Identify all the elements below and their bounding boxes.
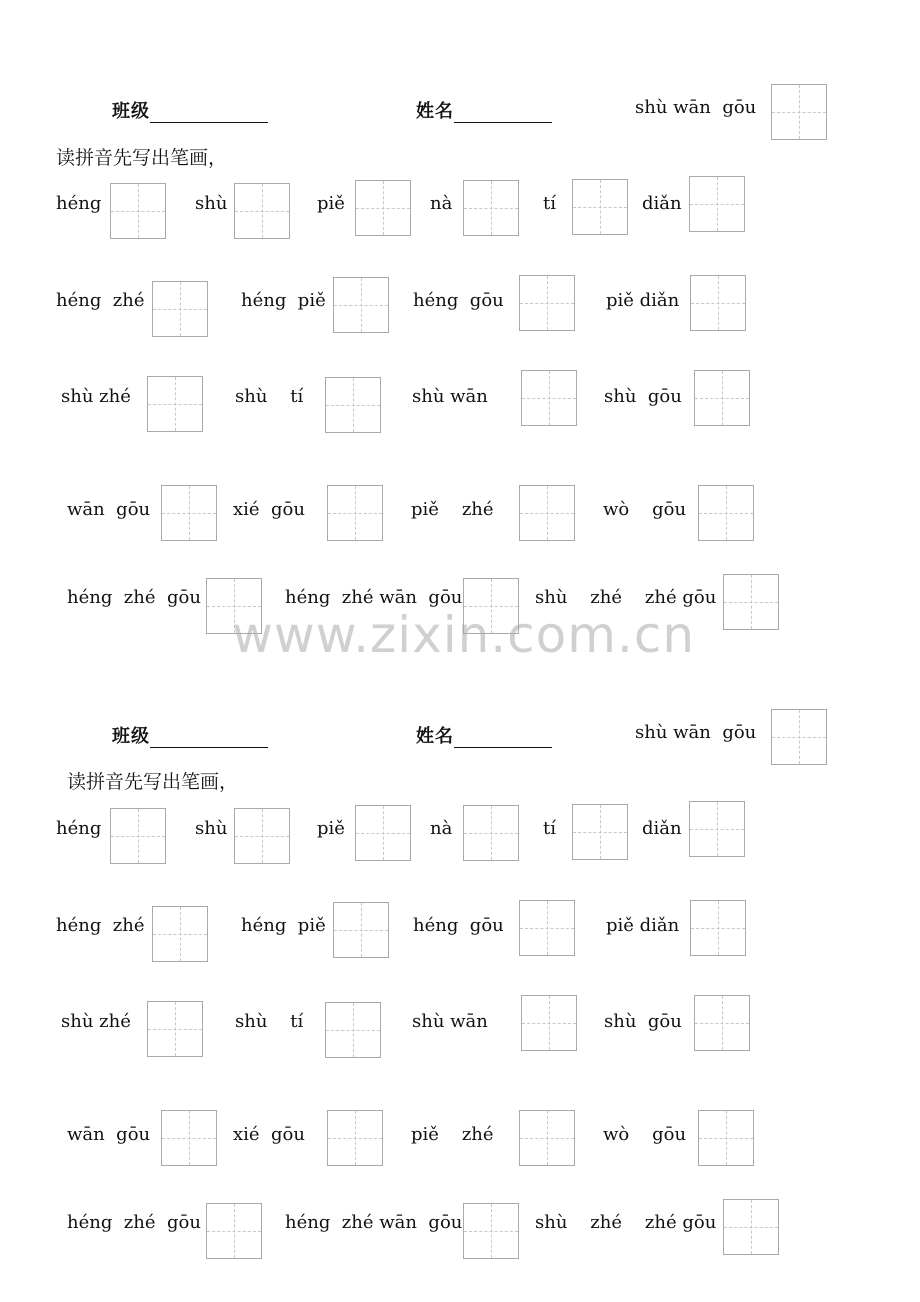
class-field xyxy=(112,97,268,123)
writing-grid-box[interactable] xyxy=(572,179,628,235)
stroke-pinyin-label: wān gōu xyxy=(67,1124,151,1145)
stroke-pinyin-label: héng gōu xyxy=(413,915,504,936)
stroke-pinyin-label: héng piě xyxy=(241,915,326,936)
writing-grid-box[interactable] xyxy=(771,84,827,140)
class-blank-line[interactable] xyxy=(150,729,268,748)
stroke-pinyin-label: héng zhé gōu xyxy=(67,587,201,608)
stroke-pinyin-label: piě xyxy=(317,193,345,214)
writing-grid-box[interactable] xyxy=(694,370,750,426)
writing-grid-box[interactable] xyxy=(110,183,166,239)
writing-grid-box[interactable] xyxy=(325,377,381,433)
writing-grid-box[interactable] xyxy=(161,485,217,541)
stroke-pinyin-label: shù zhé xyxy=(61,1011,131,1032)
name-blank-line[interactable] xyxy=(454,729,552,748)
name-field xyxy=(416,722,552,748)
writing-grid-box[interactable] xyxy=(572,804,628,860)
stroke-pinyin-label: héng zhé gōu xyxy=(67,1212,201,1233)
writing-grid-box[interactable] xyxy=(355,180,411,236)
stroke-pinyin-label: wān gōu xyxy=(67,499,151,520)
writing-grid-box[interactable] xyxy=(161,1110,217,1166)
stroke-pinyin-label: shù wān xyxy=(412,1011,488,1032)
header-stroke-pinyin: shù wān gōu xyxy=(635,97,757,118)
stroke-pinyin-label: xié gōu xyxy=(233,499,305,520)
stroke-pinyin-label: piě xyxy=(317,818,345,839)
header-stroke-pinyin: shù wān gōu xyxy=(635,722,757,743)
writing-grid-box[interactable] xyxy=(521,995,577,1051)
writing-grid-box[interactable] xyxy=(355,805,411,861)
stroke-pinyin-label: piě diǎn xyxy=(606,915,680,936)
writing-grid-box[interactable] xyxy=(333,902,389,958)
stroke-pinyin-label: héng zhé xyxy=(56,915,145,936)
stroke-pinyin-label: héng gōu xyxy=(413,290,504,311)
stroke-pinyin-label: nà xyxy=(430,193,453,214)
stroke-pinyin-label: héng zhé wān gōu xyxy=(285,587,463,608)
writing-grid-box[interactable] xyxy=(234,808,290,864)
watermark: www.zixin.com.cn xyxy=(232,606,696,664)
stroke-pinyin-label: wò gōu xyxy=(603,499,687,520)
stroke-pinyin-label: tí xyxy=(543,193,556,214)
writing-grid-box[interactable] xyxy=(333,277,389,333)
stroke-pinyin-label: shù gōu xyxy=(604,386,682,407)
stroke-pinyin-label: héng xyxy=(56,818,102,839)
class-label: 班级 xyxy=(112,726,150,747)
writing-grid-box[interactable] xyxy=(519,485,575,541)
class-field xyxy=(112,722,268,748)
writing-grid-box[interactable] xyxy=(694,995,750,1051)
name-label: 姓名 xyxy=(416,101,454,122)
instruction-text: 读拼音先写出笔画， xyxy=(56,147,228,169)
stroke-pinyin-label: shù gōu xyxy=(604,1011,682,1032)
stroke-pinyin-label: xié gōu xyxy=(233,1124,305,1145)
stroke-pinyin-label: héng zhé wān gōu xyxy=(285,1212,463,1233)
stroke-pinyin-label: nà xyxy=(430,818,453,839)
writing-grid-box[interactable] xyxy=(689,176,745,232)
name-field xyxy=(416,97,552,123)
writing-grid-box[interactable] xyxy=(771,709,827,765)
writing-grid-box[interactable] xyxy=(519,900,575,956)
writing-grid-box[interactable] xyxy=(327,485,383,541)
stroke-pinyin-label: héng xyxy=(56,193,102,214)
writing-grid-box[interactable] xyxy=(463,1203,519,1259)
stroke-pinyin-label: héng piě xyxy=(241,290,326,311)
name-blank-line[interactable] xyxy=(454,104,552,123)
writing-grid-box[interactable] xyxy=(519,275,575,331)
stroke-pinyin-label: piě diǎn xyxy=(606,290,680,311)
writing-grid-box[interactable] xyxy=(723,1199,779,1255)
stroke-pinyin-label: diǎn xyxy=(642,818,682,839)
writing-grid-box[interactable] xyxy=(690,900,746,956)
stroke-pinyin-label: wò gōu xyxy=(603,1124,687,1145)
writing-grid-box[interactable] xyxy=(690,275,746,331)
writing-grid-box[interactable] xyxy=(325,1002,381,1058)
writing-grid-box[interactable] xyxy=(327,1110,383,1166)
stroke-pinyin-label: shù tí xyxy=(235,386,304,407)
writing-grid-box[interactable] xyxy=(463,805,519,861)
stroke-pinyin-label: tí xyxy=(543,818,556,839)
writing-grid-box[interactable] xyxy=(698,1110,754,1166)
class-blank-line[interactable] xyxy=(150,104,268,123)
writing-grid-box[interactable] xyxy=(234,183,290,239)
stroke-pinyin-label: shù xyxy=(195,193,228,214)
stroke-pinyin-label: shù zhé zhé gōu xyxy=(535,1212,717,1233)
name-label: 姓名 xyxy=(416,726,454,747)
stroke-pinyin-label: shù tí xyxy=(235,1011,304,1032)
class-label: 班级 xyxy=(112,101,150,122)
stroke-pinyin-label: shù xyxy=(195,818,228,839)
stroke-pinyin-label: diǎn xyxy=(642,193,682,214)
stroke-pinyin-label: héng zhé xyxy=(56,290,145,311)
writing-grid-box[interactable] xyxy=(463,180,519,236)
instruction-text: 读拼音先写出笔画， xyxy=(67,771,239,793)
writing-grid-box[interactable] xyxy=(206,1203,262,1259)
writing-grid-box[interactable] xyxy=(521,370,577,426)
writing-grid-box[interactable] xyxy=(519,1110,575,1166)
writing-grid-box[interactable] xyxy=(147,376,203,432)
writing-grid-box[interactable] xyxy=(689,801,745,857)
stroke-pinyin-label: shù zhé zhé gōu xyxy=(535,587,717,608)
stroke-pinyin-label: piě zhé xyxy=(411,1124,494,1145)
writing-grid-box[interactable] xyxy=(152,906,208,962)
writing-grid-box[interactable] xyxy=(723,574,779,630)
stroke-pinyin-label: shù wān xyxy=(412,386,488,407)
writing-grid-box[interactable] xyxy=(698,485,754,541)
writing-grid-box[interactable] xyxy=(152,281,208,337)
writing-grid-box[interactable] xyxy=(147,1001,203,1057)
stroke-pinyin-label: piě zhé xyxy=(411,499,494,520)
stroke-pinyin-label: shù zhé xyxy=(61,386,131,407)
writing-grid-box[interactable] xyxy=(110,808,166,864)
